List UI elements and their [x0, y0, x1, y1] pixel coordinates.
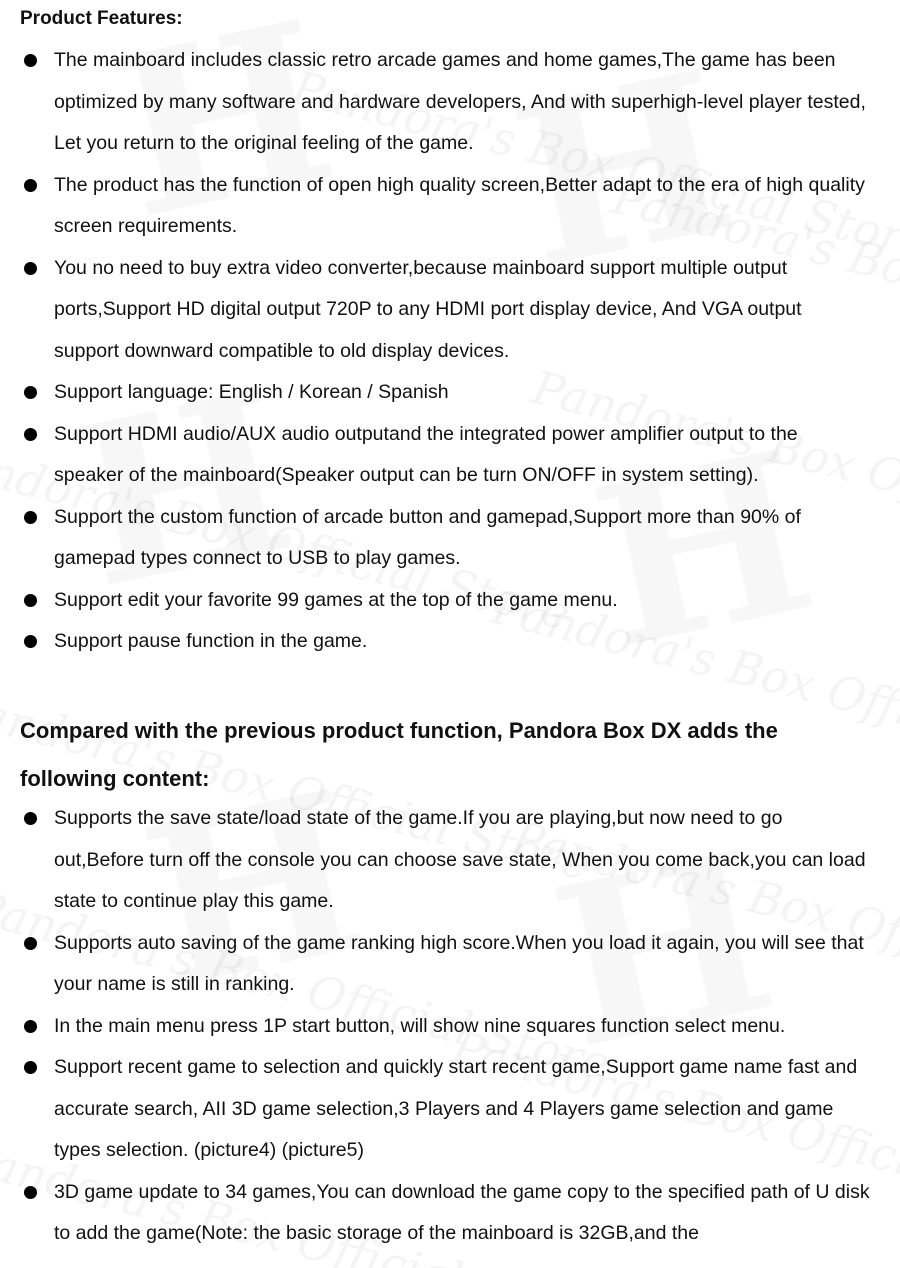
list-item-text: The mainboard includes classic retro arcade games and home games,The game has been optimized by many software and hardware developers, And with superhigh-level player tested, Let you return to the original feeling of the game. [54, 49, 866, 154]
list-item-text: The product has the function of open high quality screen,Better adapt to the era of high quality screen requirements. [54, 173, 865, 237]
list-item [0, 165, 900, 248]
list-item-text: Support recent game to selection and quickly start recent game,Support game name fast and accurate search, AII 3D game selection,3 Players and 4 Players game selection and game types selection. (picture4) (picture5) [54, 1056, 858, 1161]
dx-feature-list [0, 798, 900, 1255]
list-item-text: Supports the save state/load state of the game.If you are playing,but now need to go out,Before turn off the console you can choose save state, When you come back,you can load state to continue play this game. [54, 807, 866, 912]
section-title-product-features: Product Features: [20, 8, 183, 29]
bullet-icon [24, 54, 37, 67]
list-item-text: Support language: English / Korean / Spanish [54, 381, 449, 403]
list-item-text: Support the custom function of arcade button and gamepad,Support more than 90% of gamepad types connect to USB to play games. [54, 505, 801, 569]
bullet-icon [24, 262, 37, 275]
list-item [0, 621, 900, 663]
bullet-icon [24, 428, 37, 441]
bullet-icon [24, 1186, 37, 1199]
list-item [0, 1047, 900, 1172]
bullet-icon [24, 1020, 37, 1033]
bullet-icon [24, 179, 37, 192]
list-item-text: In the main menu press 1P start button, will show nine squares function select menu. [54, 1014, 786, 1037]
bullet-icon [24, 635, 37, 648]
list-item [0, 1172, 900, 1255]
list-item-text: Support HDMI audio/AUX audio outputand the integrated power amplifier output to the speaker of the mainboard(Speaker output can be turn ON/OFF in system setting). [54, 422, 798, 486]
list-item-text: Supports auto saving of the game ranking high score.When you load it again, you will see that your name is still in ranking. [54, 931, 864, 995]
feature-list [0, 40, 900, 663]
bullet-icon [24, 511, 37, 524]
list-item [0, 497, 900, 580]
list-item [0, 1006, 900, 1048]
bullet-icon [24, 594, 37, 607]
list-item [0, 40, 900, 165]
list-item-text: 3D game update to 34 games,You can download the game copy to the specified path of U disk to add the game(Note: the basic storage of the mainboard is 32GB,and the [54, 1180, 870, 1244]
bullet-icon [24, 1061, 37, 1074]
list-item [0, 372, 900, 414]
section-title-dx-additions: Compared with the previous product function, Pandora Box DX adds the following content: [20, 718, 778, 791]
bullet-icon [24, 386, 37, 399]
list-item [0, 798, 900, 923]
list-item-text: You no need to buy extra video converter,because mainboard support multiple output ports,Support HD digital output 720P to any HDMI port display device, And VGA output support downward compatible to old display devices. [54, 256, 802, 362]
bullet-icon [24, 812, 37, 825]
list-item [0, 923, 900, 1006]
list-item [0, 414, 900, 497]
list-item [0, 248, 900, 373]
list-item [0, 580, 900, 622]
list-item-text: Support pause function in the game. [54, 630, 368, 652]
list-item-text: Support edit your favorite 99 games at the top of the game menu. [54, 588, 618, 611]
bullet-icon [24, 937, 37, 950]
